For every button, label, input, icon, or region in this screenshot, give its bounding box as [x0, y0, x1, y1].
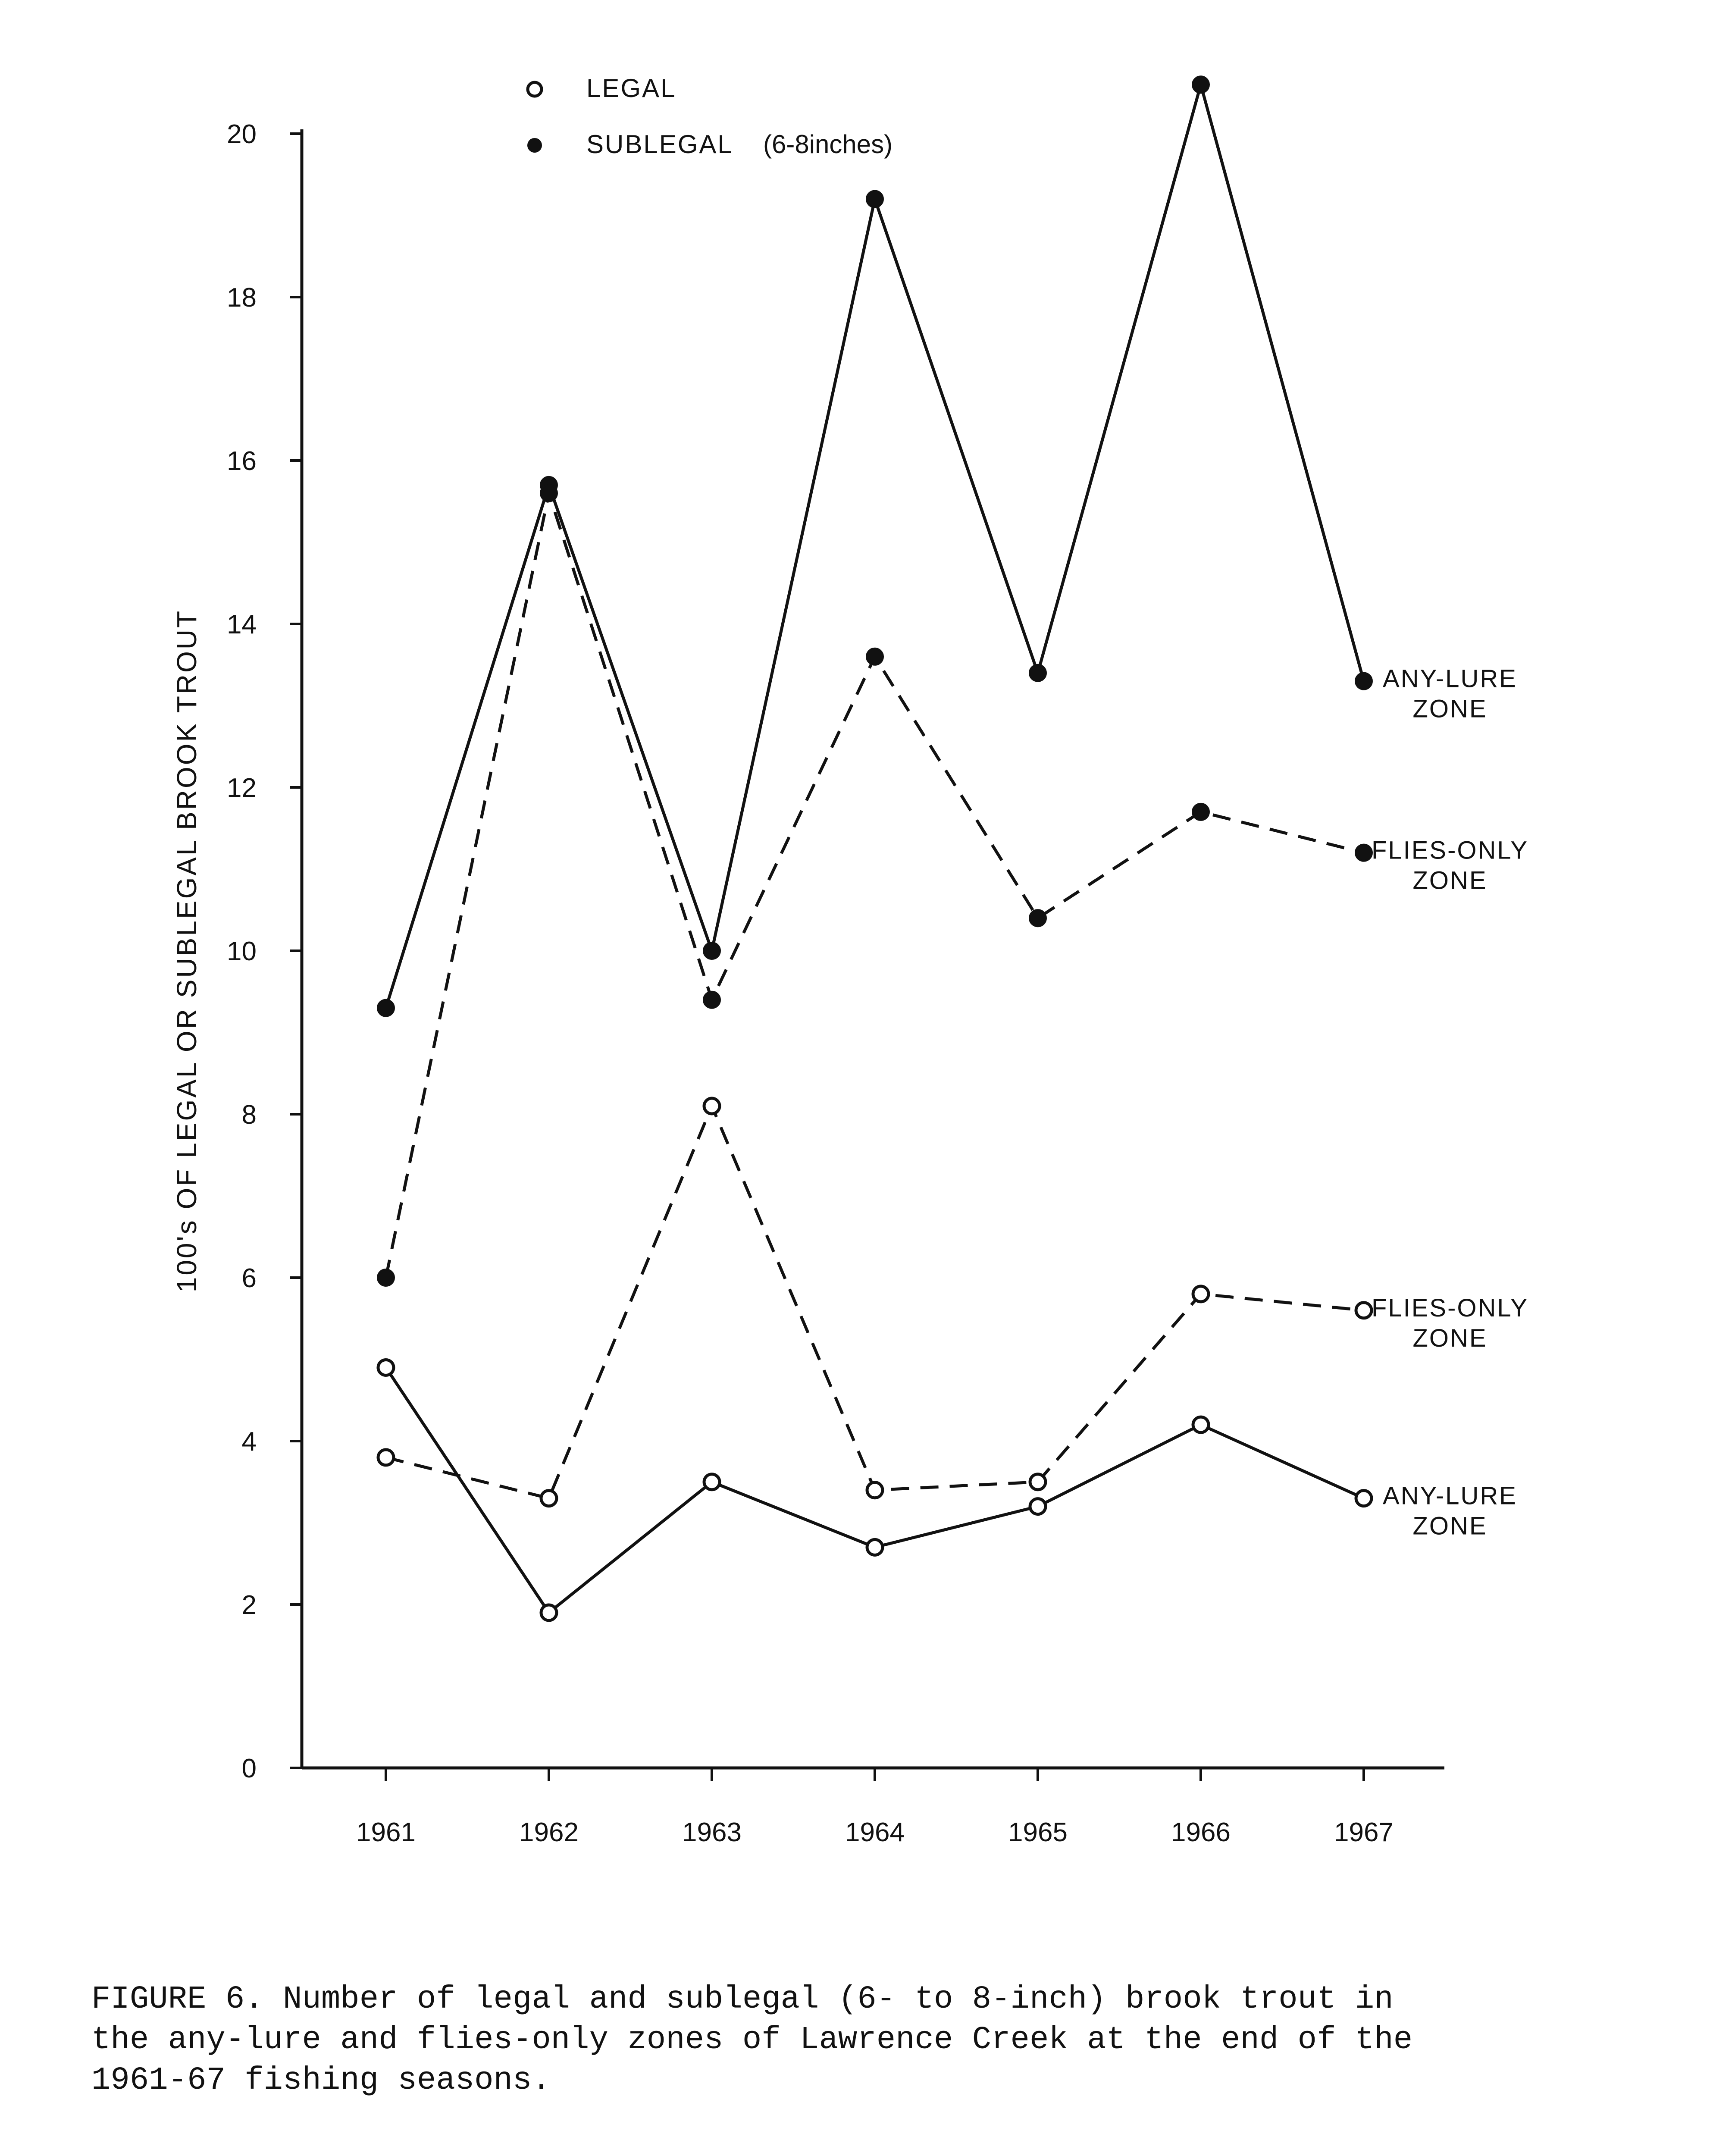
series-label: ZONE [1412, 866, 1488, 895]
x-tick-label: 1965 [1008, 1818, 1068, 1847]
data-point [704, 943, 720, 959]
series-label: ANY-LURE [1383, 1482, 1517, 1510]
data-point [1356, 1303, 1372, 1318]
data-point [1030, 1499, 1046, 1514]
series-label: ZONE [1412, 1324, 1488, 1352]
series-0 [378, 76, 1372, 1016]
data-point [867, 1539, 883, 1555]
legend-marker-filled [527, 138, 542, 153]
data-point [541, 1491, 557, 1506]
y-tick-label: 12 [227, 773, 257, 803]
series-label: ANY-LURE [1383, 664, 1517, 693]
data-point [1193, 804, 1209, 820]
legend-label: SUBLEGAL [586, 130, 733, 159]
data-point [1030, 665, 1046, 681]
series-label: ZONE [1412, 1512, 1488, 1540]
data-point [867, 191, 883, 207]
x-tick-label: 1966 [1171, 1818, 1231, 1847]
y-axis-label: 100's OF LEGAL OR SUBLEGAL BROOK TROUT [171, 609, 202, 1293]
data-point [1356, 1491, 1372, 1506]
series-label: FLIES-ONLY [1371, 836, 1529, 865]
x-tick-label: 1962 [519, 1818, 579, 1847]
data-point [378, 1360, 394, 1375]
y-tick-label: 0 [241, 1754, 257, 1783]
caption-line: the any-lure and flies-only zones of Lawrence Creek at the end of the [91, 2022, 1413, 2058]
y-tick-label: 14 [227, 610, 257, 639]
data-point [867, 1482, 883, 1498]
data-point [541, 485, 557, 501]
y-tick-label: 20 [227, 119, 257, 149]
data-point [1193, 1286, 1209, 1302]
figure-caption [91, 1979, 1618, 2101]
y-tick-label: 2 [241, 1590, 257, 1620]
series-line [386, 85, 1364, 1008]
y-tick-label: 10 [227, 937, 257, 966]
data-point [378, 1000, 394, 1016]
series-2 [378, 1098, 1372, 1506]
x-tick-label: 1961 [356, 1818, 416, 1847]
caption-line: 1961-67 fishing seasons. [91, 2062, 551, 2099]
series-line [386, 493, 1364, 1278]
x-tick-label: 1964 [845, 1818, 905, 1847]
data-point [1193, 1417, 1209, 1432]
data-point [541, 1605, 557, 1620]
x-tick-label: 1963 [682, 1818, 742, 1847]
series-1 [378, 485, 1372, 1286]
data-point [1193, 76, 1209, 93]
chart-series [378, 76, 1372, 1620]
series-label: FLIES-ONLY [1371, 1294, 1529, 1322]
y-tick-label: 16 [227, 446, 257, 476]
data-point [867, 649, 883, 665]
y-tick-label: 4 [241, 1427, 257, 1457]
legend-marker-open [528, 82, 542, 96]
data-point [1030, 1474, 1046, 1490]
y-tick-label: 18 [227, 283, 257, 313]
y-tick-label: 8 [241, 1100, 257, 1130]
legend-note: (6-8inches) [763, 130, 893, 159]
y-tick-label: 6 [241, 1263, 257, 1293]
data-point [1030, 910, 1046, 926]
chart-ticks [227, 119, 1394, 1847]
series-label: ZONE [1412, 695, 1488, 723]
data-point [704, 992, 720, 1008]
series-line [386, 1106, 1364, 1498]
data-point [704, 1474, 720, 1490]
data-point [1356, 845, 1372, 861]
caption-line: FIGURE 6. Number of legal and sublegal (6- to 8-inch) brook trout in [91, 1981, 1394, 2018]
legend-label: LEGAL [586, 74, 676, 103]
chart-legend [527, 74, 893, 159]
x-tick-label: 1967 [1334, 1818, 1394, 1847]
data-point [704, 1098, 720, 1114]
data-point [1356, 673, 1372, 689]
chart-series-labels [1372, 665, 1528, 1540]
data-point [378, 1269, 394, 1286]
chart-axes [171, 129, 1444, 1768]
data-point [378, 1450, 394, 1465]
